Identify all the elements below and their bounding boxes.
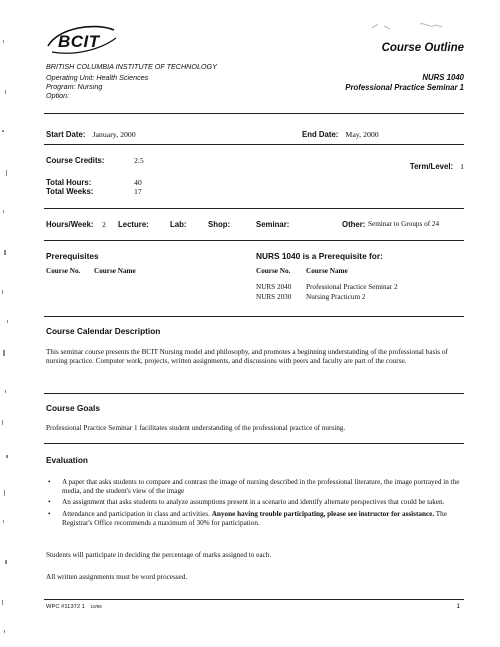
form-no: WPC #11372 1 xyxy=(46,604,85,610)
hours-week-row xyxy=(46,220,466,232)
course-title: Professional Practice Seminar 1 xyxy=(345,83,464,92)
scribble-mark xyxy=(370,20,450,32)
total-weeks-label: Total Weeks: xyxy=(46,187,94,196)
calendar-rule xyxy=(44,393,464,394)
prereq-row-name: Nursing Practicum 2 xyxy=(306,293,366,301)
prereq-for-title: NURS 1040 is a Prerequisite for: xyxy=(256,251,383,261)
start-date-value: January, 2000 xyxy=(92,130,136,139)
program: Program: Nursing xyxy=(46,82,103,91)
other-value: Seminar to Groups of 24 xyxy=(368,220,440,228)
end-date-value: May, 2000 xyxy=(345,130,379,139)
handwritten-scribble xyxy=(370,20,450,34)
seminar-label: Seminar: xyxy=(256,220,290,229)
lecture-label: Lecture: xyxy=(118,220,149,229)
term-value: 1 xyxy=(460,162,464,171)
prereq-row-name: Professional Practice Seminar 2 xyxy=(306,283,398,291)
evaluation-list xyxy=(48,478,460,530)
evaluation-note-2: All written assignments must be word processed. xyxy=(46,573,188,581)
hours-rule xyxy=(44,240,464,241)
prereq-title: Prerequisites xyxy=(46,251,99,261)
prereq-rule xyxy=(44,316,464,317)
prereq-row xyxy=(306,283,398,291)
calendar-text: This seminar course presents the BCIT Nursing model and philosophy, and promotes a beginning understanding of the professional basis of nursing practice. Computer work, projects, written assignments, and discussions with peers and faculty are part of the course. xyxy=(46,348,448,366)
course-code: NURS 1040 xyxy=(422,73,464,82)
start-date xyxy=(46,124,136,142)
prereq-for-col-name: Course Name xyxy=(306,267,348,275)
evaluation-bullet xyxy=(48,510,460,528)
hours-week-value: 2 xyxy=(102,220,106,229)
shop-label: Shop: xyxy=(208,220,231,229)
prereq-row-no: NURS 2040 xyxy=(256,283,292,291)
evaluation-title: Evaluation xyxy=(46,455,88,465)
header-rule xyxy=(44,113,464,114)
bullet3-bold: Anyone having trouble participating, please see instructor for assistance. xyxy=(211,509,435,518)
goals-text: Professional Practice Seminar 1 facilitates student understanding of the professional practice of nursing. xyxy=(46,424,346,432)
form-number xyxy=(46,604,102,610)
prereq-col-no: Course No. xyxy=(46,267,81,275)
goals-rule xyxy=(44,443,464,444)
evaluation-note-1: Students will participate in deciding the percentage of marks assigned to each. xyxy=(46,551,272,559)
goals-title: Course Goals xyxy=(46,403,100,413)
page-number: 1 xyxy=(456,603,460,610)
end-date xyxy=(302,124,379,142)
credits-rule xyxy=(44,208,464,209)
term-level xyxy=(410,156,464,174)
operating-unit: Operating Unit: Health Sciences xyxy=(46,73,149,82)
doc-title: Course Outline xyxy=(381,42,464,54)
option: Option: xyxy=(46,91,70,100)
term-label: Term/Level: xyxy=(409,162,454,171)
lab-label: Lab: xyxy=(170,220,187,229)
prereq-row-no: NURS 2030 xyxy=(256,293,292,301)
total-hours-label: Total Hours: xyxy=(46,178,92,187)
prereq-row xyxy=(256,283,291,291)
hours-week-label: Hours/Week: xyxy=(46,220,94,229)
total-weeks-value: 17 xyxy=(134,187,142,196)
footer-rule xyxy=(44,599,464,600)
evaluation-bullet: • An assignment that asks students to analyze assumptions present in a scenario and identify alternate perspectives that could be taken. xyxy=(48,498,460,507)
calendar-title: Course Calendar Description xyxy=(46,326,161,336)
prereq-col-name: Course Name xyxy=(94,267,136,275)
scan-edge-artifact xyxy=(0,0,12,647)
prereq-row xyxy=(256,293,291,301)
logo-text: BCIT xyxy=(58,32,100,51)
start-date-label: Start Date: xyxy=(46,130,86,139)
institution-name: BRITISH COLUMBIA INSTITUTE OF TECHNOLOGY xyxy=(46,62,217,71)
credits-value: 2.5 xyxy=(134,156,144,165)
bcit-logo xyxy=(44,20,120,60)
other-label: Other: xyxy=(342,220,366,229)
prereq-for-col-no: Course No. xyxy=(256,267,291,275)
dates-rule xyxy=(44,144,464,145)
bullet3-start: Attendance and participation in class and activities. xyxy=(62,509,210,518)
form-date: 10/98 xyxy=(90,604,102,609)
end-date-label: End Date: xyxy=(302,130,339,139)
prereq-row xyxy=(306,293,366,301)
credits-label: Course Credits: xyxy=(46,156,105,165)
evaluation-bullet: • A paper that asks students to compare and contrast the image of nursing described in the professional literature, the image portrayed in the media, and the student's view of the image xyxy=(48,478,460,496)
bullet3-end: The Registrar's Office recommends a maximum of 30% for participation. xyxy=(62,509,447,527)
total-hours-value: 40 xyxy=(134,178,142,187)
